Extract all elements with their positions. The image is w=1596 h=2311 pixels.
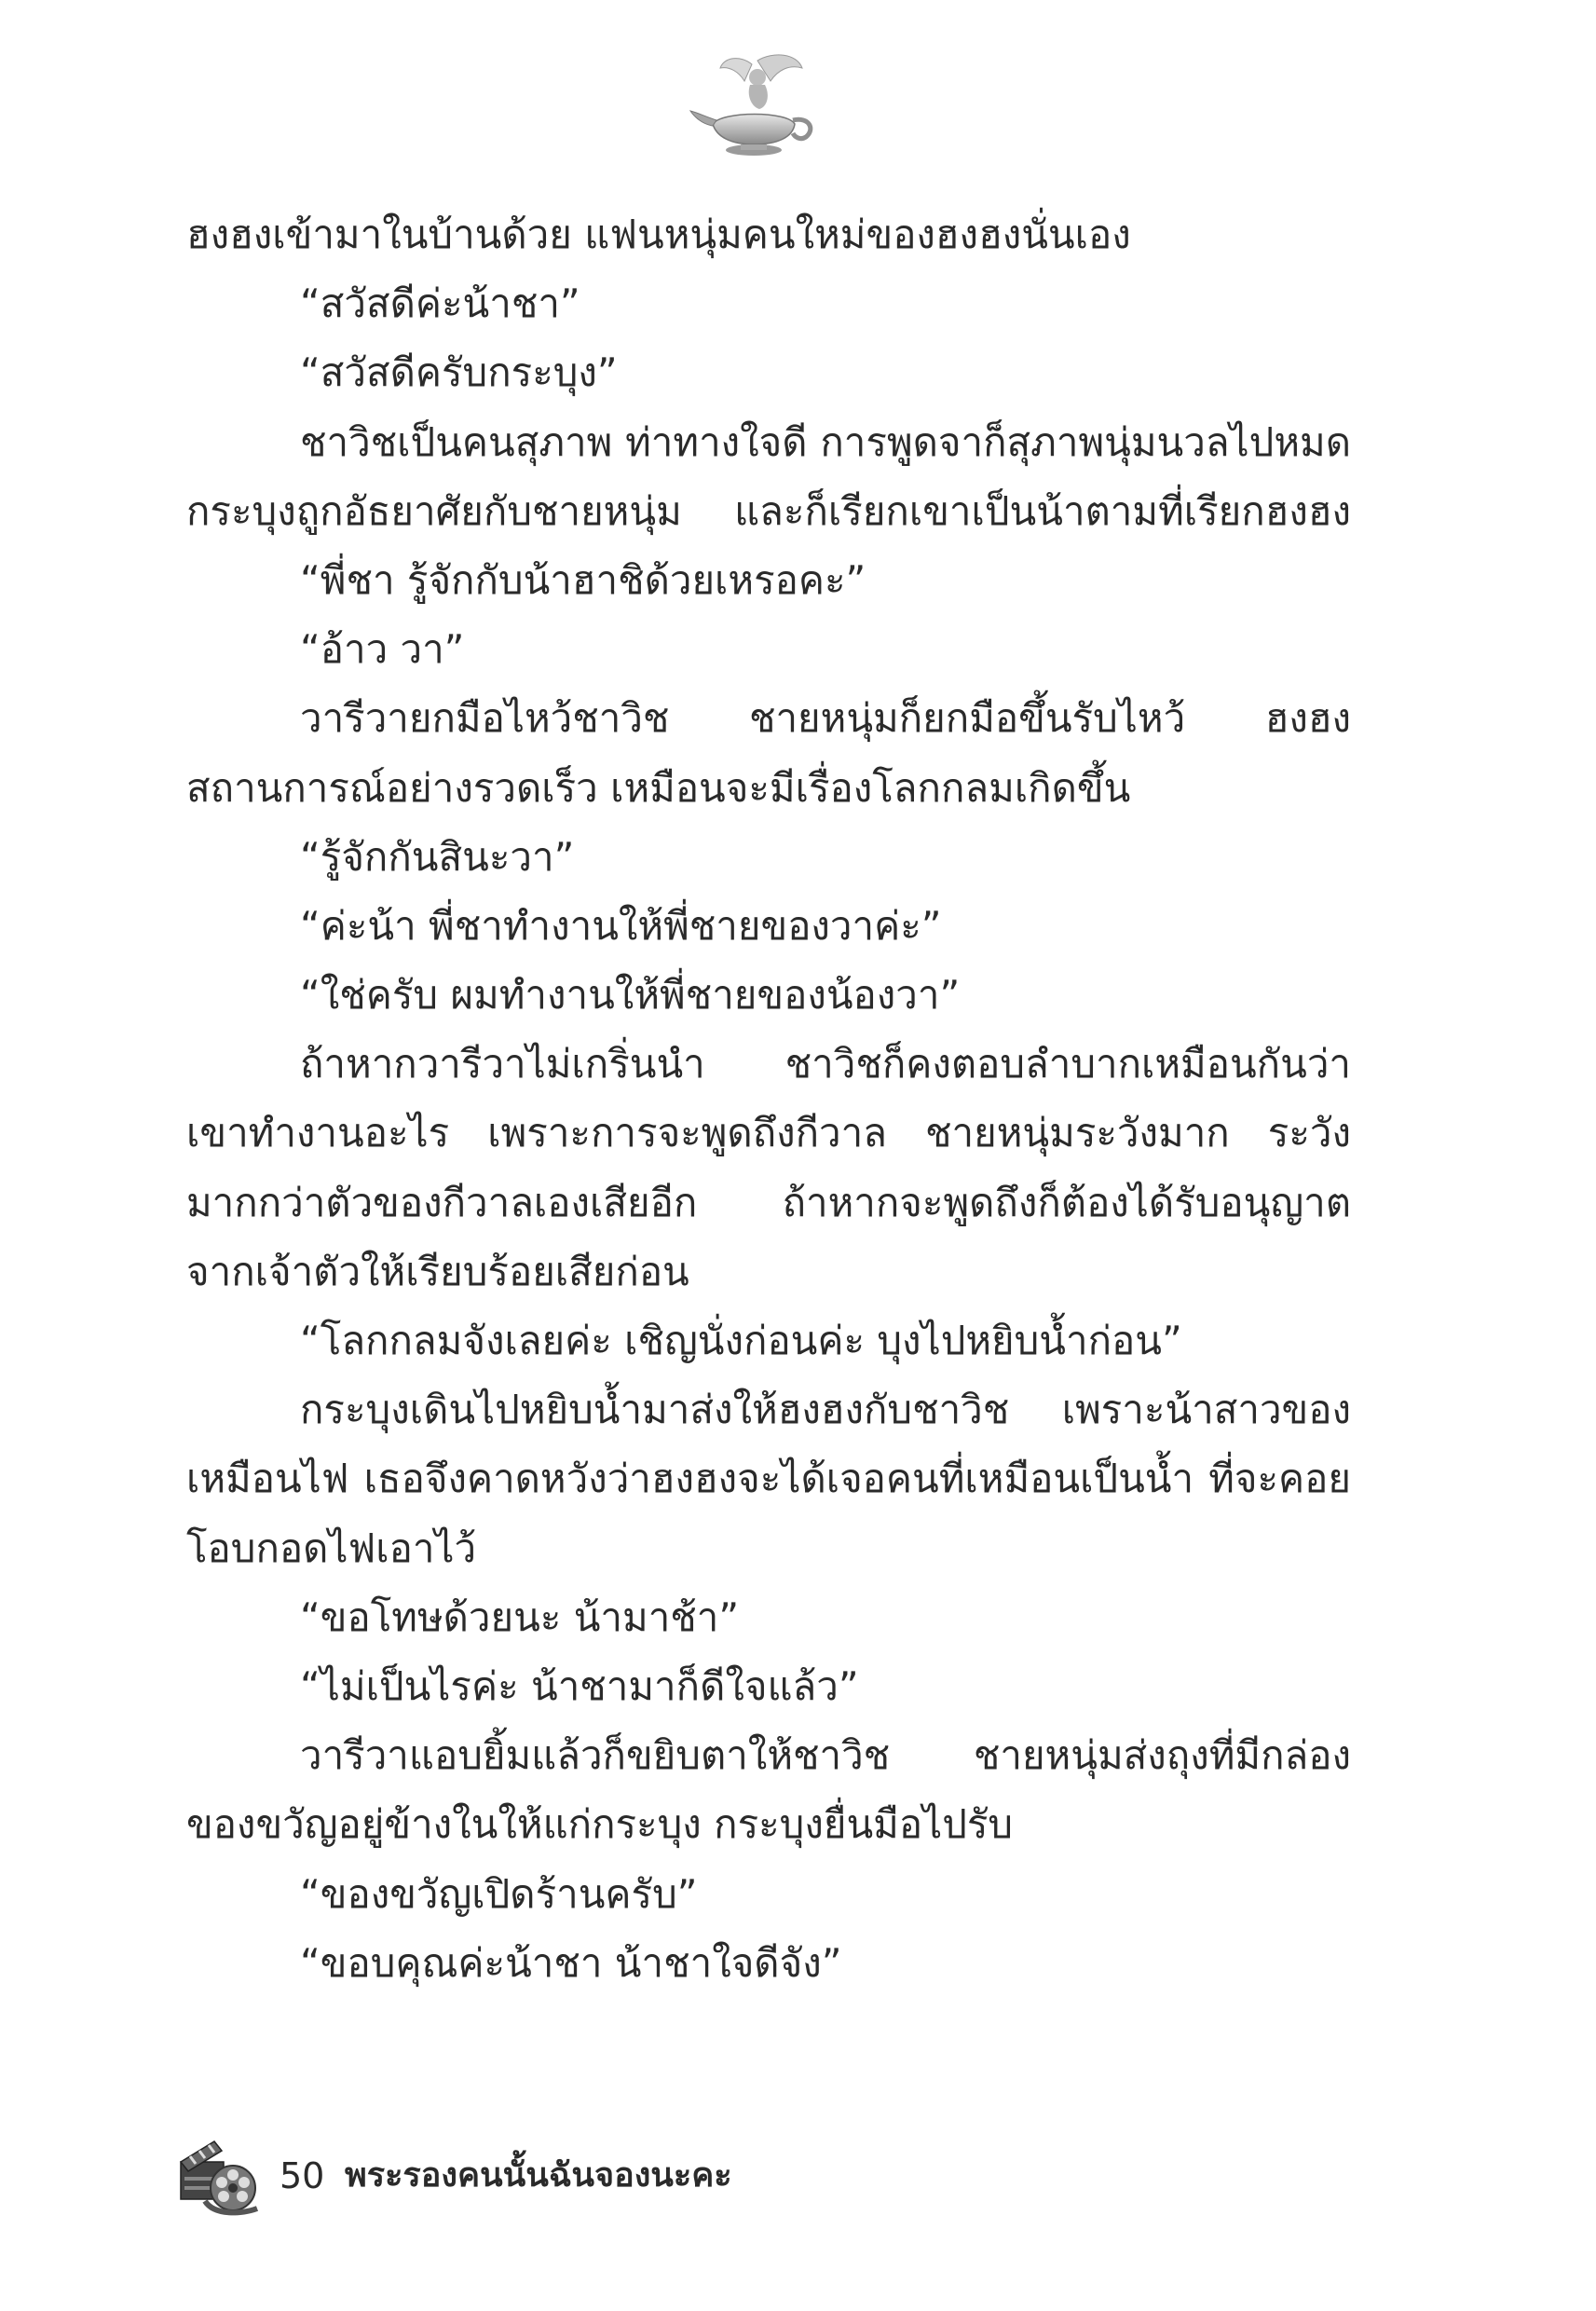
text-line: “สวัสดีครับกระบุง”: [300, 349, 618, 396]
text-line: “ขอโทษด้วยนะ น้ามาช้า”: [300, 1593, 740, 1640]
film-reel-clapperboard-icon: [177, 2134, 261, 2218]
page-number: 50: [280, 2155, 325, 2196]
cupid-teapot-ornament-icon: [685, 51, 825, 168]
text-line: “อ้าว วา”: [300, 626, 465, 673]
text-line: “ค่ะน้า พี่ชาทำงานให้พี่ชายของวาค่ะ”: [300, 902, 942, 949]
text-line: จากเจ้าตัวให้เรียบร้อยเสียก่อน: [186, 1248, 689, 1294]
text-line: เขาทำงานอะไร เพราะการจะพูดถึงกีวาล ชายหนุ่มระวังมาก ระวัง: [186, 1110, 1351, 1156]
text-line: “ใช่ครับ ผมทำงานให้พี่ชายของน้องวา”: [300, 972, 961, 1019]
text-line: “ของขวัญเปิดร้านครับ”: [300, 1870, 698, 1917]
body-text: [186, 200, 1351, 1998]
text-line: “ไม่เป็นไรค่ะ น้าชามาก็ดีใจแล้ว”: [300, 1662, 859, 1709]
text-line: เหมือนไฟ เธอจึงคาดหวังว่าฮงฮงจะได้เจอคนที่เหมือนเป็นน้ำ ที่จะคอย: [186, 1456, 1351, 1502]
book-title: พระรองคนนั้นฉันจองนะคะ: [345, 2156, 732, 2195]
text-line: กระบุงเดินไปหยิบน้ำมาส่งให้ฮงฮงกับชาวิช เพราะน้าสาวของ: [300, 1387, 1351, 1433]
text-line: ของขวัญอยู่ข้างในให้แก่กระบุง กระบุงยื่นมือไปรับ: [186, 1801, 1014, 1848]
text-line: โอบกอดไฟเอาไว้: [186, 1525, 477, 1571]
text-line: วารีวาแอบยิ้มแล้วก็ขยิบตาให้ชาวิช ชายหนุ่มส่งถุงที่มีกล่อง: [300, 1732, 1351, 1779]
text-line: มากกว่าตัวของกีวาลเองเสียอีก ถ้าหากจะพูดถึงก็ต้องได้รับอนุญาต: [186, 1179, 1351, 1225]
text-line: ชาวิชเป็นคนสุภาพ ท่าทางใจดี การพูดจาก็สุภาพนุ่มนวลไปหมด: [300, 418, 1351, 465]
text-line: ฮงฮงเข้ามาในบ้านด้วย แฟนหนุ่มคนใหม่ของฮงฮงนั่นเอง: [186, 212, 1131, 257]
text-line: “ขอบคุณค่ะน้าชา น้าชาใจดีจัง”: [300, 1939, 842, 1986]
page-footer: [177, 2134, 1016, 2218]
text-line: สถานการณ์อย่างรวดเร็ว เหมือนจะมีเรื่องโลกกลมเกิดขึ้น: [186, 764, 1131, 811]
text-line: “รู้จักกันสินะวา”: [300, 833, 575, 880]
text-line: วารีวายกมือไหว้ชาวิช ชายหนุ่มก็ยกมือขึ้นรับไหว้ ฮงฮง: [300, 695, 1351, 742]
text-line: “พี่ชา รู้จักกับน้าฮาชิด้วยเหรอคะ”: [300, 556, 866, 603]
text-line: “สวัสดีค่ะน้าชา”: [300, 280, 580, 327]
text-line: “โลกกลมจังเลยค่ะ เชิญนั่งก่อนค่ะ บุงไปหยิบน้ำก่อน”: [300, 1318, 1182, 1363]
text-line: กระบุงถูกอัธยาศัยกับชายหนุ่ม และก็เรียกเขาเป็นน้าตามที่เรียกฮงฮง: [186, 487, 1351, 534]
text-line: ถ้าหากวารีวาไม่เกริ่นนำ ชาวิชก็คงตอบลำบากเหมือนกันว่า: [300, 1041, 1351, 1087]
